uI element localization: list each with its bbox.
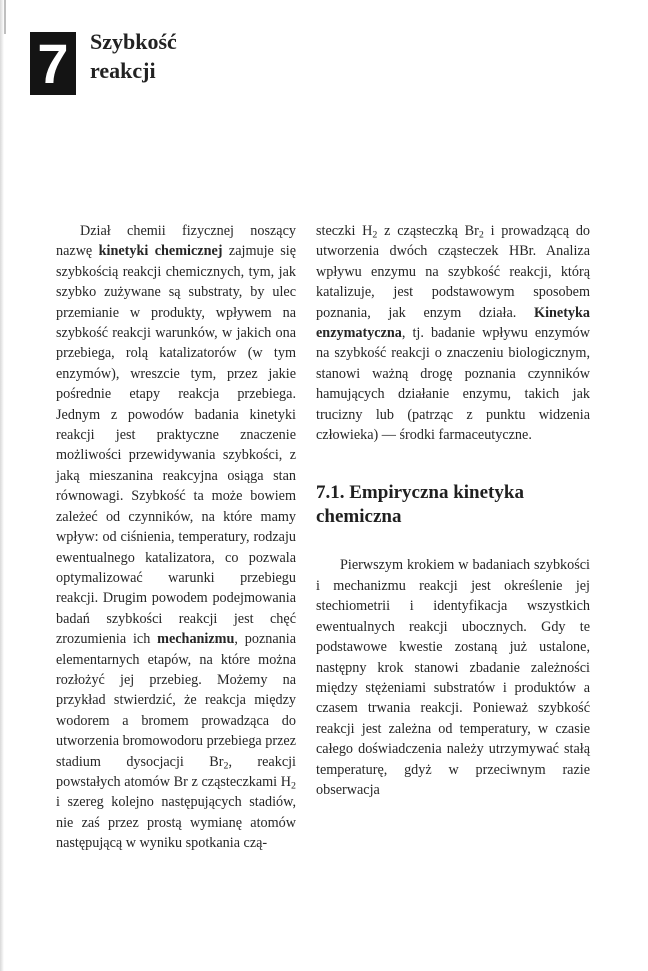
- chapter-title: [90, 27, 177, 85]
- term-mechanism: mechanizmu: [157, 631, 235, 648]
- paragraph-intro: [56, 221, 296, 854]
- text-run: zajmuje się szybkością reakcji chemicznych, tym, jak szybko zużywane są substraty, by ulec przemianie w produkty, wpływem na szybkość reakcji warunków, w jakich ona przebiega, rolą katalizatorów (w tym enzymów), wreszcie tym, przez jakie pośrednie etapy reakcja przebiega. Jednym z powodów badania kinetyki reakcji jest praktyczne znaczenie możliwości przewidywania szybkości, z jaką mieszanina reakcyjna osiąga stan równowagi. Szybkość ta może bowiem zależeć od czynników, na które mamy wpływ: od ciśnienia, temperatury, rodzaju ewentualnego katalizatora, co pozwala optymalizować warunki przebiegu reakcji. Drugim powodem podejmowania badań szybkości reakcji jest chęć zrozumienia ich: [56, 243, 296, 648]
- subscript: 2: [223, 760, 229, 772]
- page-edge-mark: [4, 0, 16, 34]
- section-title: Empiryczna kinetyka chemiczna: [316, 482, 524, 528]
- text-run: i prowadzącą do utworzenia dwóch cząsteczek HBr. Analiza wpływu enzymu na szybkość reakcji, którą katalizuje, jest podstawowym sposobem poznania, jak enzym działa.: [316, 223, 591, 321]
- text-run: i szereg kolejno następujących stadiów, nie zaś przez prostą wymianę atomów następującą w wyniku spotkania czą-: [56, 794, 296, 852]
- page-edge: [0, 0, 4, 971]
- paragraph-section: Pierwszym krokiem w badaniach szybkości i mechanizmu reakcji jest określenie jej stechiometrii i identyfikacja wszystkich ewentualnych reakcji ubocznych. Gdy te podstawowe kwestie zostaną już ustalone, następny krok stanowi zbadanie zależności między stężeniami substratów i produktów a czasem trwania reakcji. Ponieważ szybkość reakcji jest zależna od temperatury, w czasie całego doświadczenia należy utrzymywać stałą temperaturę, gdyż w przeciwnym razie obserwacja: [316, 557, 590, 798]
- chapter-title-line2: reakcji: [90, 58, 156, 83]
- chapter-title-line1: Szybkość: [90, 29, 177, 54]
- text-run: steczki H: [316, 223, 373, 239]
- subscript: 2: [372, 229, 378, 241]
- section-heading: [316, 481, 590, 529]
- section-number: 7.1.: [316, 482, 345, 504]
- text-column-left: [56, 221, 296, 854]
- chapter-number-box: [30, 32, 76, 95]
- paragraph-continued: [316, 221, 590, 445]
- text-run: , tj. badanie wpływu enzymów na szybkość reakcji o znaczeniu biologicznym, stanowi ważną drogę poznania czynników hamujących działanie enzymu, takich jak trucizny lub (patrząc z punktu widzenia człowieka) — środki farmaceutyczne.: [316, 325, 590, 444]
- chapter-number: 7: [37, 31, 69, 95]
- subscript: 2: [291, 780, 296, 792]
- term-chemical-kinetics: kinetyki chemicznej: [98, 243, 223, 260]
- text-run: z cząsteczką Br: [377, 223, 479, 239]
- text-column-right: [316, 221, 590, 800]
- subscript: 2: [478, 229, 484, 241]
- text-run: Dział chemii fizycznej noszący nazwę: [56, 223, 296, 260]
- text-run: , poznania elementarnych etapów, na które można rozłożyć jej przebieg. Możemy na przykład stwierdzić, że reakcja między wodorem a bromem prowadząca do utworzenia bromowodoru przebiega przez stadium dysocjacji Br: [56, 631, 296, 770]
- term-enzyme-kinetics: Kinetyka enzymatyczna: [316, 304, 590, 342]
- text-run: , reakcji powstałych atomów Br z cząsteczkami H: [56, 753, 296, 790]
